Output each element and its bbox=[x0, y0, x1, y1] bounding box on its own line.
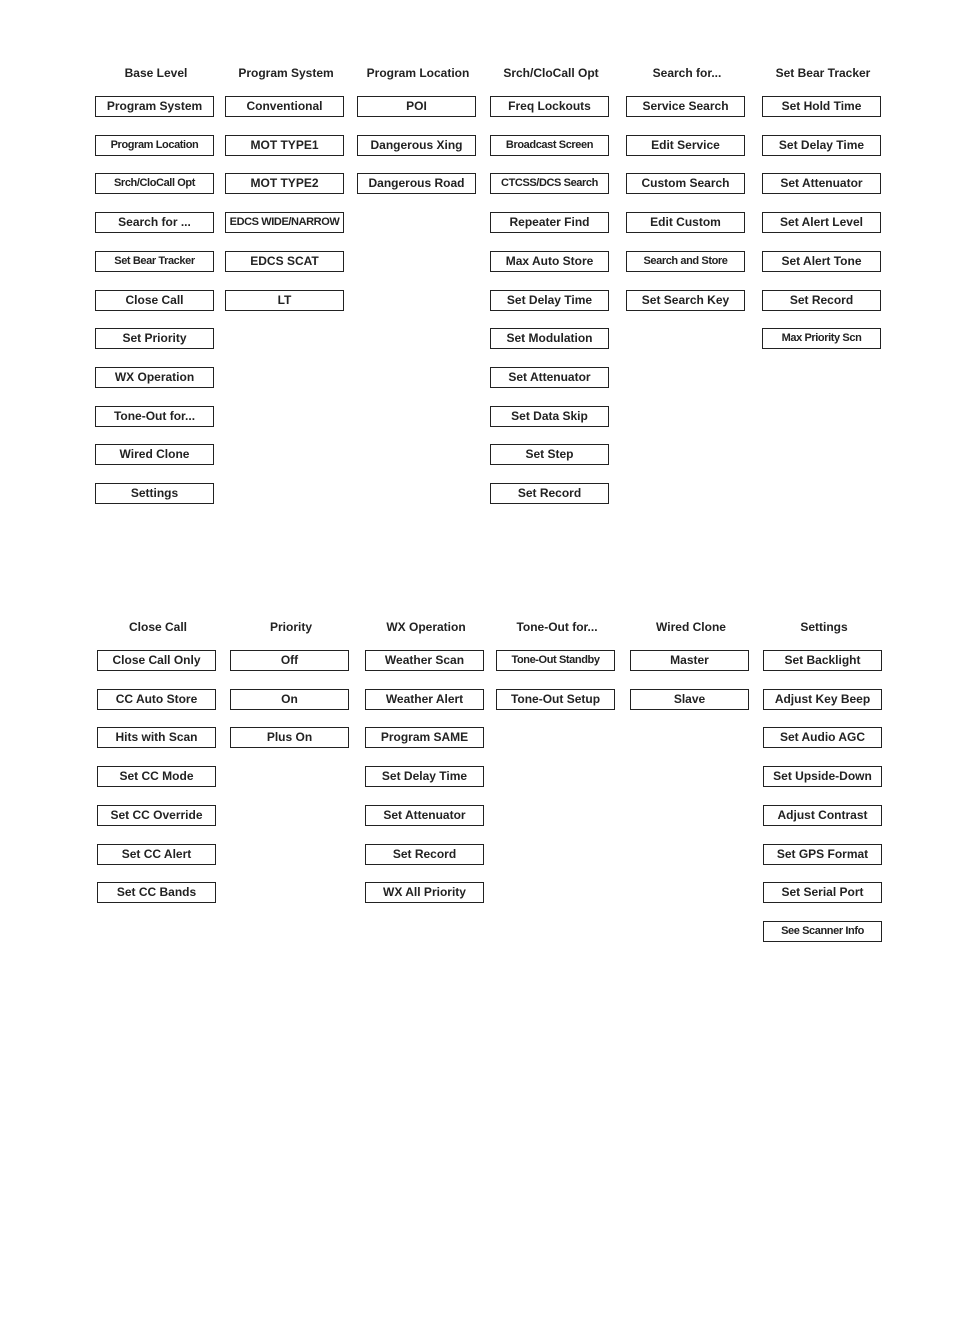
column-header: Priority bbox=[269, 620, 312, 634]
menu-item-see-scanner-info: See Scanner Info bbox=[763, 921, 882, 942]
menu-item-set-backlight: Set Backlight bbox=[763, 650, 882, 671]
menu-item-wired-clone: Wired Clone bbox=[95, 444, 214, 465]
menu-item-close-call-only: Close Call Only bbox=[97, 650, 216, 671]
menu-item-tone-out-for: Tone-Out for... bbox=[95, 406, 214, 427]
menu-item-set-alert-tone: Set Alert Tone bbox=[762, 251, 881, 272]
menu-item-mot-type1: MOT TYPE1 bbox=[225, 135, 344, 156]
menu-item-wx-all-priority: WX All Priority bbox=[365, 882, 484, 903]
column-header: Srch/CloCall Opt bbox=[503, 66, 599, 80]
menu-item-settings: Settings bbox=[95, 483, 214, 504]
menu-item-set-delay-time: Set Delay Time bbox=[365, 766, 484, 787]
menu-item-set-search-key: Set Search Key bbox=[626, 290, 745, 311]
menu-item-weather-alert: Weather Alert bbox=[365, 689, 484, 710]
menu-item-program-system: Program System bbox=[95, 96, 214, 117]
menu-item-set-cc-bands: Set CC Bands bbox=[97, 882, 216, 903]
menu-item-edcs-scat: EDCS SCAT bbox=[225, 251, 344, 272]
menu-item-service-search: Service Search bbox=[626, 96, 745, 117]
menu-item-custom-search: Custom Search bbox=[626, 173, 745, 194]
menu-item-set-cc-alert: Set CC Alert bbox=[97, 844, 216, 865]
menu-item-set-record: Set Record bbox=[490, 483, 609, 504]
menu-item-broadcast-screen: Broadcast Screen bbox=[490, 135, 609, 156]
menu-item-edit-custom: Edit Custom bbox=[626, 212, 745, 233]
menu-item-set-attenuator: Set Attenuator bbox=[762, 173, 881, 194]
menu-item-set-step: Set Step bbox=[490, 444, 609, 465]
menu-item-set-attenuator: Set Attenuator bbox=[365, 805, 484, 826]
menu-item-plus-on: Plus On bbox=[230, 727, 349, 748]
menu-item-set-cc-override: Set CC Override bbox=[97, 805, 216, 826]
menu-item-wx-operation: WX Operation bbox=[95, 367, 214, 388]
menu-item-set-delay-time: Set Delay Time bbox=[762, 135, 881, 156]
menu-item-poi: POI bbox=[357, 96, 476, 117]
menu-item-off: Off bbox=[230, 650, 349, 671]
menu-item-set-serial-port: Set Serial Port bbox=[763, 882, 882, 903]
menu-item-set-alert-level: Set Alert Level bbox=[762, 212, 881, 233]
menu-item-on: On bbox=[230, 689, 349, 710]
menu-item-lt: LT bbox=[225, 290, 344, 311]
column-header: Program System bbox=[238, 66, 334, 80]
column-header: Settings bbox=[800, 620, 848, 634]
menu-item-close-call: Close Call bbox=[95, 290, 214, 311]
menu-item-program-same: Program SAME bbox=[365, 727, 484, 748]
column-header: Set Bear Tracker bbox=[775, 66, 871, 80]
menu-item-set-upside-down: Set Upside-Down bbox=[763, 766, 882, 787]
menu-item-set-gps-format: Set GPS Format bbox=[763, 844, 882, 865]
menu-item-set-data-skip: Set Data Skip bbox=[490, 406, 609, 427]
menu-item-set-audio-agc: Set Audio AGC bbox=[763, 727, 882, 748]
menu-item-set-attenuator: Set Attenuator bbox=[490, 367, 609, 388]
menu-item-edcs-wide-narrow: EDCS WIDE/NARROW bbox=[225, 212, 344, 233]
menu-item-conventional: Conventional bbox=[225, 96, 344, 117]
menu-item-ctcss-dcs-search: CTCSS/DCS Search bbox=[490, 173, 609, 194]
menu-item-weather-scan: Weather Scan bbox=[365, 650, 484, 671]
menu-item-srch-clocall-opt: Srch/CloCall Opt bbox=[95, 173, 214, 194]
menu-item-cc-auto-store: CC Auto Store bbox=[97, 689, 216, 710]
menu-item-search-and-store: Search and Store bbox=[626, 251, 745, 272]
column-header: Program Location bbox=[366, 66, 470, 80]
menu-item-dangerous-road: Dangerous Road bbox=[357, 173, 476, 194]
menu-item-set-hold-time: Set Hold Time bbox=[762, 96, 881, 117]
menu-item-max-priority-scn: Max Priority Scn bbox=[762, 328, 881, 349]
menu-item-edit-service: Edit Service bbox=[626, 135, 745, 156]
menu-item-set-record: Set Record bbox=[762, 290, 881, 311]
column-header: Close Call bbox=[128, 620, 188, 634]
column-header: Search for... bbox=[652, 66, 722, 80]
column-header: Wired Clone bbox=[656, 620, 726, 634]
menu-item-repeater-find: Repeater Find bbox=[490, 212, 609, 233]
menu-item-set-delay-time: Set Delay Time bbox=[490, 290, 609, 311]
menu-item-dangerous-xing: Dangerous Xing bbox=[357, 135, 476, 156]
menu-item-program-location: Program Location bbox=[95, 135, 214, 156]
column-header: WX Operation bbox=[386, 620, 466, 634]
menu-item-tone-out-setup: Tone-Out Setup bbox=[496, 689, 615, 710]
menu-item-set-modulation: Set Modulation bbox=[490, 328, 609, 349]
menu-item-freq-lockouts: Freq Lockouts bbox=[490, 96, 609, 117]
menu-item-set-bear-tracker: Set Bear Tracker bbox=[95, 251, 214, 272]
menu-item-tone-out-standby: Tone-Out Standby bbox=[496, 650, 615, 671]
menu-item-max-auto-store: Max Auto Store bbox=[490, 251, 609, 272]
menu-item-set-cc-mode: Set CC Mode bbox=[97, 766, 216, 787]
menu-item-adjust-key-beep: Adjust Key Beep bbox=[763, 689, 882, 710]
column-header: Tone-Out for... bbox=[516, 620, 598, 634]
menu-item-set-record: Set Record bbox=[365, 844, 484, 865]
menu-item-master: Master bbox=[630, 650, 749, 671]
menu-item-mot-type2: MOT TYPE2 bbox=[225, 173, 344, 194]
menu-item-search-for: Search for ... bbox=[95, 212, 214, 233]
menu-item-hits-with-scan: Hits with Scan bbox=[97, 727, 216, 748]
menu-item-slave: Slave bbox=[630, 689, 749, 710]
menu-item-set-priority: Set Priority bbox=[95, 328, 214, 349]
menu-item-adjust-contrast: Adjust Contrast bbox=[763, 805, 882, 826]
column-header: Base Level bbox=[124, 66, 188, 80]
